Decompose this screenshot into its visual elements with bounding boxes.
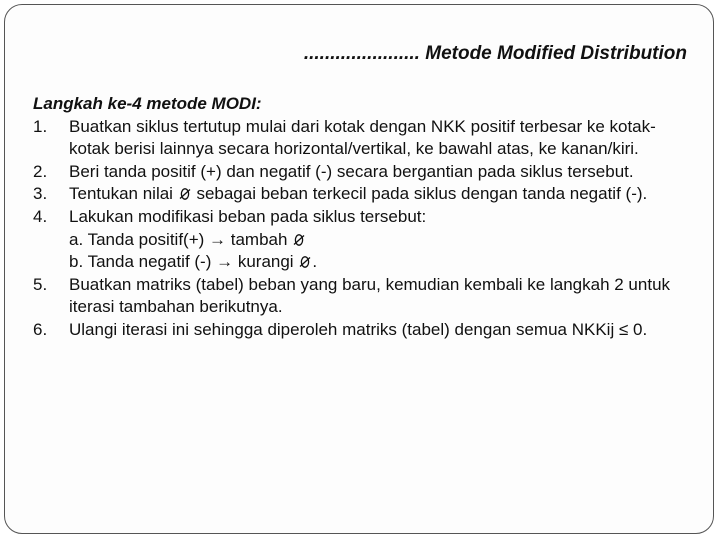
section-heading: Langkah ke-4 metode MODI: <box>33 94 262 113</box>
step-4-sub-a <box>69 229 693 252</box>
step-number: 6. <box>33 319 48 339</box>
step-text: Ulangi iterasi ini sehingga diperoleh matriks (tabel) dengan semua NKKij ≤ 0. <box>69 319 648 339</box>
step-4 <box>33 206 693 274</box>
step-text: Buatkan matriks (tabel) beban yang baru, kemudian kembali ke langkah 2 untuk iterasi tambahan berikutnya. <box>69 274 671 317</box>
theta-icon <box>179 187 191 201</box>
step-1 <box>33 116 693 161</box>
slide-frame <box>4 4 714 534</box>
step-3 <box>33 183 693 206</box>
step-number: 3. <box>33 184 48 204</box>
step-text: Beri tanda positif (+) dan negatif (-) secara bergantian pada siklus tersebut. <box>69 161 634 181</box>
step-4-sub-b <box>69 251 693 274</box>
step-number: 4. <box>33 206 48 226</box>
theta-icon <box>299 255 311 269</box>
theta-icon <box>293 233 305 247</box>
step-2 <box>33 161 693 184</box>
step-6 <box>33 319 693 342</box>
sub-a-text: a. Tanda positif(+) → tambah <box>69 229 288 249</box>
slide-title: ...................... Metode Modified Distribution <box>303 43 687 64</box>
step-text-before: Tentukan nilai <box>69 184 173 204</box>
step-text-after: sebagai beban terkecil pada siklus dengan tanda negatif (-). <box>196 184 648 204</box>
step-text: Lakukan modifikasi beban pada siklus tersebut: <box>69 206 427 226</box>
steps-list <box>33 116 693 342</box>
step-number: 2. <box>33 161 48 181</box>
sub-b-text: b. Tanda negatif (-) → kurangi <box>69 252 294 272</box>
step-5 <box>33 274 693 319</box>
step-number: 5. <box>33 274 48 294</box>
sub-b-end: . <box>312 252 318 272</box>
step-number: 1. <box>33 116 48 136</box>
slide-content <box>33 93 693 342</box>
step-text: Buatkan siklus tertutup mulai dari kotak dengan NKK positif terbesar ke kotak-kotak berisi lainnya secara horizontal/vertikal, ke bawahl atas, ke kanan/kiri. <box>69 116 656 159</box>
